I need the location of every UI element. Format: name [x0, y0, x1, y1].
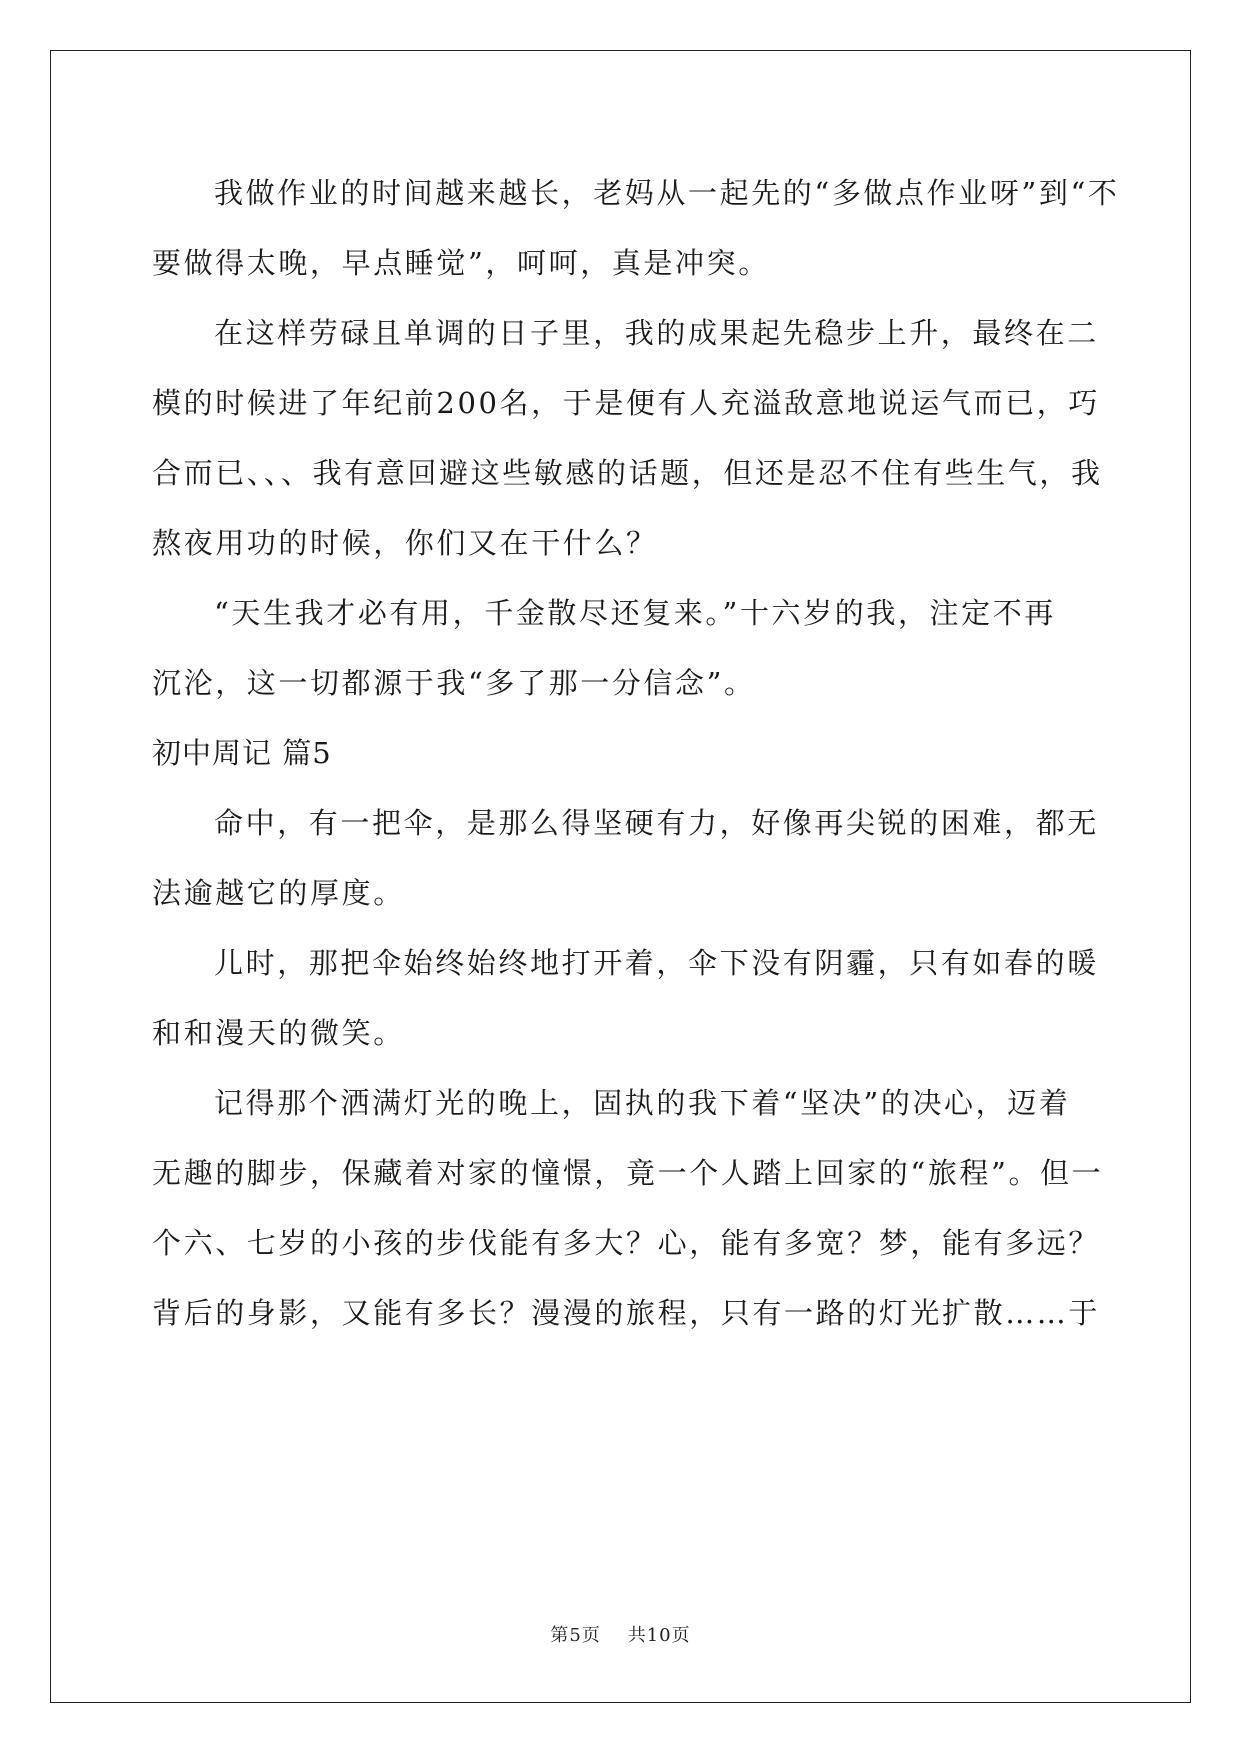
paragraph-line: 熬夜用功的时候，你们又在干什么？ — [152, 526, 658, 560]
page-footer — [0, 1621, 1241, 1647]
document-body — [152, 158, 1120, 1348]
total-pages: 共10页 — [627, 1625, 691, 1646]
paragraph-line: 记得那个洒满灯光的晚上，固执的我下着“坚决”的决心，迈着 — [214, 1086, 1071, 1120]
paragraph-line: 背后的身影，又能有多长？漫漫的旅程，只有一路的灯光扩散……于 — [152, 1296, 1101, 1330]
paragraph-line: “天生我才必有用，千金散尽还复来。”十六岁的我，注定不再 — [214, 596, 1056, 630]
paragraph-line: 我做作业的时间越来越长，老妈从一起先的“多做点作业呀”到“不 — [214, 176, 1120, 210]
paragraph-line: 命中，有一把伞，是那么得坚硬有力，好像再尖锐的困难，都无 — [214, 806, 1099, 840]
paragraph-line: 个六、七岁的小孩的步伐能有多大？心，能有多宽？梦，能有多远？ — [152, 1226, 1101, 1260]
paragraph-line: 要做得太晚，早点睡觉”，呵呵，真是冲突。 — [152, 246, 770, 280]
paragraph-line: 在这样劳碌且单调的日子里，我的成果起先稳步上升，最终在二 — [214, 316, 1099, 350]
paragraph-line: 无趣的脚步，保藏着对家的憧憬，竟一个人踏上回家的“旅程”。但一 — [152, 1156, 1104, 1190]
section-heading: 初中周记 篇5 — [152, 736, 332, 770]
page-number: 第5页 — [550, 1625, 601, 1646]
paragraph-line: 儿时，那把伞始终始终地打开着，伞下没有阴霾，只有如春的暖 — [214, 946, 1099, 980]
paragraph-line: 模的时候进了年纪前200名，于是便有人充溢敌意地说运气而已，巧 — [152, 386, 1100, 420]
paragraph-line: 沉沦，这一切都源于我“多了那一分信念”。 — [152, 666, 756, 700]
paragraph-line: 和和漫天的微笑。 — [152, 1016, 405, 1050]
paragraph-line: 法逾越它的厚度。 — [152, 876, 405, 910]
paragraph-line: 合而已、、、我有意回避这些敏感的话题，但还是忍不住有些生气，我 — [152, 456, 1103, 490]
